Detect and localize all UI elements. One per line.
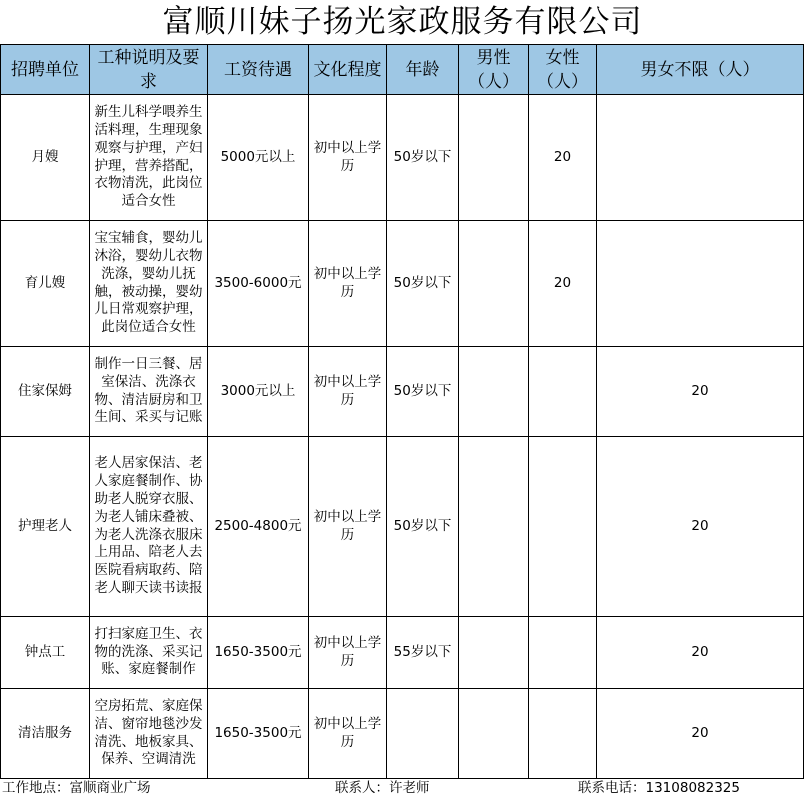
edu-cell: 初中以上学历 xyxy=(309,347,387,437)
male-cell xyxy=(459,617,529,689)
desc-cell: 新生儿科学喂养生活料理，生理现象观察与护理，产妇护理，营养搭配，衣物清洗，此岗位适合女性 xyxy=(90,95,208,221)
table-row xyxy=(1,437,804,617)
header-male: 男性（人） xyxy=(459,45,529,95)
salary-cell: 3500-6000元 xyxy=(208,221,309,347)
recruitment-table xyxy=(0,44,804,779)
either-cell: 20 xyxy=(597,437,804,617)
unit-cell: 清洁服务 xyxy=(1,689,90,779)
desc-cell: 老人居家保洁、老人家庭餐制作、协助老人脱穿衣服、为老人铺床叠被、为老人洗涤衣服床上用品、陪老人去医院看病取药、陪老人聊天读书读报 xyxy=(90,437,208,617)
desc-cell: 空房拓荒、家庭保洁、窗帘地毯沙发清洗、地板家具、保养、空调清洗 xyxy=(90,689,208,779)
male-cell xyxy=(459,95,529,221)
header-age: 年龄 xyxy=(387,45,459,95)
female-cell xyxy=(529,347,597,437)
unit-cell: 月嫂 xyxy=(1,95,90,221)
either-cell: 20 xyxy=(597,689,804,779)
salary-cell: 3000元以上 xyxy=(208,347,309,437)
either-cell xyxy=(597,95,804,221)
female-cell: 20 xyxy=(529,95,597,221)
header-row xyxy=(1,45,804,95)
unit-cell: 住家保姆 xyxy=(1,347,90,437)
salary-cell: 1650-3500元 xyxy=(208,689,309,779)
header-salary: 工资待遇 xyxy=(208,45,309,95)
salary-cell: 1650-3500元 xyxy=(208,617,309,689)
female-cell xyxy=(529,437,597,617)
either-cell: 20 xyxy=(597,347,804,437)
female-cell: 20 xyxy=(529,221,597,347)
edu-cell: 初中以上学历 xyxy=(309,221,387,347)
salary-cell: 2500-4800元 xyxy=(208,437,309,617)
salary-cell: 5000元以上 xyxy=(208,95,309,221)
contact-phone: 联系电话：13108082325 xyxy=(578,780,740,796)
age-cell xyxy=(387,689,459,779)
male-cell xyxy=(459,689,529,779)
edu-cell: 初中以上学历 xyxy=(309,95,387,221)
company-title: 富顺川妹子扬光家政服务有限公司 xyxy=(162,4,643,40)
table-row xyxy=(1,347,804,437)
either-cell: 20 xyxy=(597,617,804,689)
table-row xyxy=(1,617,804,689)
age-cell: 50岁以下 xyxy=(387,347,459,437)
table-row xyxy=(1,95,804,221)
either-cell xyxy=(597,221,804,347)
female-cell xyxy=(529,689,597,779)
age-cell: 50岁以下 xyxy=(387,437,459,617)
header-unit: 招聘单位 xyxy=(1,45,90,95)
header-desc: 工种说明及要求 xyxy=(90,45,208,95)
age-cell: 55岁以下 xyxy=(387,617,459,689)
table-row xyxy=(1,689,804,779)
age-cell: 50岁以下 xyxy=(387,221,459,347)
desc-cell: 打扫家庭卫生、衣物的洗涤、采买记账、家庭餐制作 xyxy=(90,617,208,689)
female-cell xyxy=(529,617,597,689)
edu-cell: 初中以上学历 xyxy=(309,437,387,617)
footer xyxy=(0,778,805,798)
edu-cell: 初中以上学历 xyxy=(309,689,387,779)
male-cell xyxy=(459,347,529,437)
male-cell xyxy=(459,437,529,617)
age-cell: 50岁以下 xyxy=(387,95,459,221)
work-location: 工作地点：富顺商业广场 xyxy=(2,780,151,796)
unit-cell: 护理老人 xyxy=(1,437,90,617)
desc-cell: 宝宝辅食，婴幼儿沐浴，婴幼儿衣物洗涤，婴幼儿抚触，被动操，婴幼儿日常观察护理，此岗位适合女性 xyxy=(90,221,208,347)
desc-cell: 制作一日三餐、居室保洁、洗涤衣物、清洁厨房和卫生间、采买与记账 xyxy=(90,347,208,437)
male-cell xyxy=(459,221,529,347)
contact-person: 联系人：许老师 xyxy=(335,780,430,796)
unit-cell: 育儿嫂 xyxy=(1,221,90,347)
unit-cell: 钟点工 xyxy=(1,617,90,689)
edu-cell: 初中以上学历 xyxy=(309,617,387,689)
header-female: 女性（人） xyxy=(529,45,597,95)
table-row xyxy=(1,221,804,347)
header-either: 男女不限（人） xyxy=(597,45,804,95)
header-edu: 文化程度 xyxy=(309,45,387,95)
